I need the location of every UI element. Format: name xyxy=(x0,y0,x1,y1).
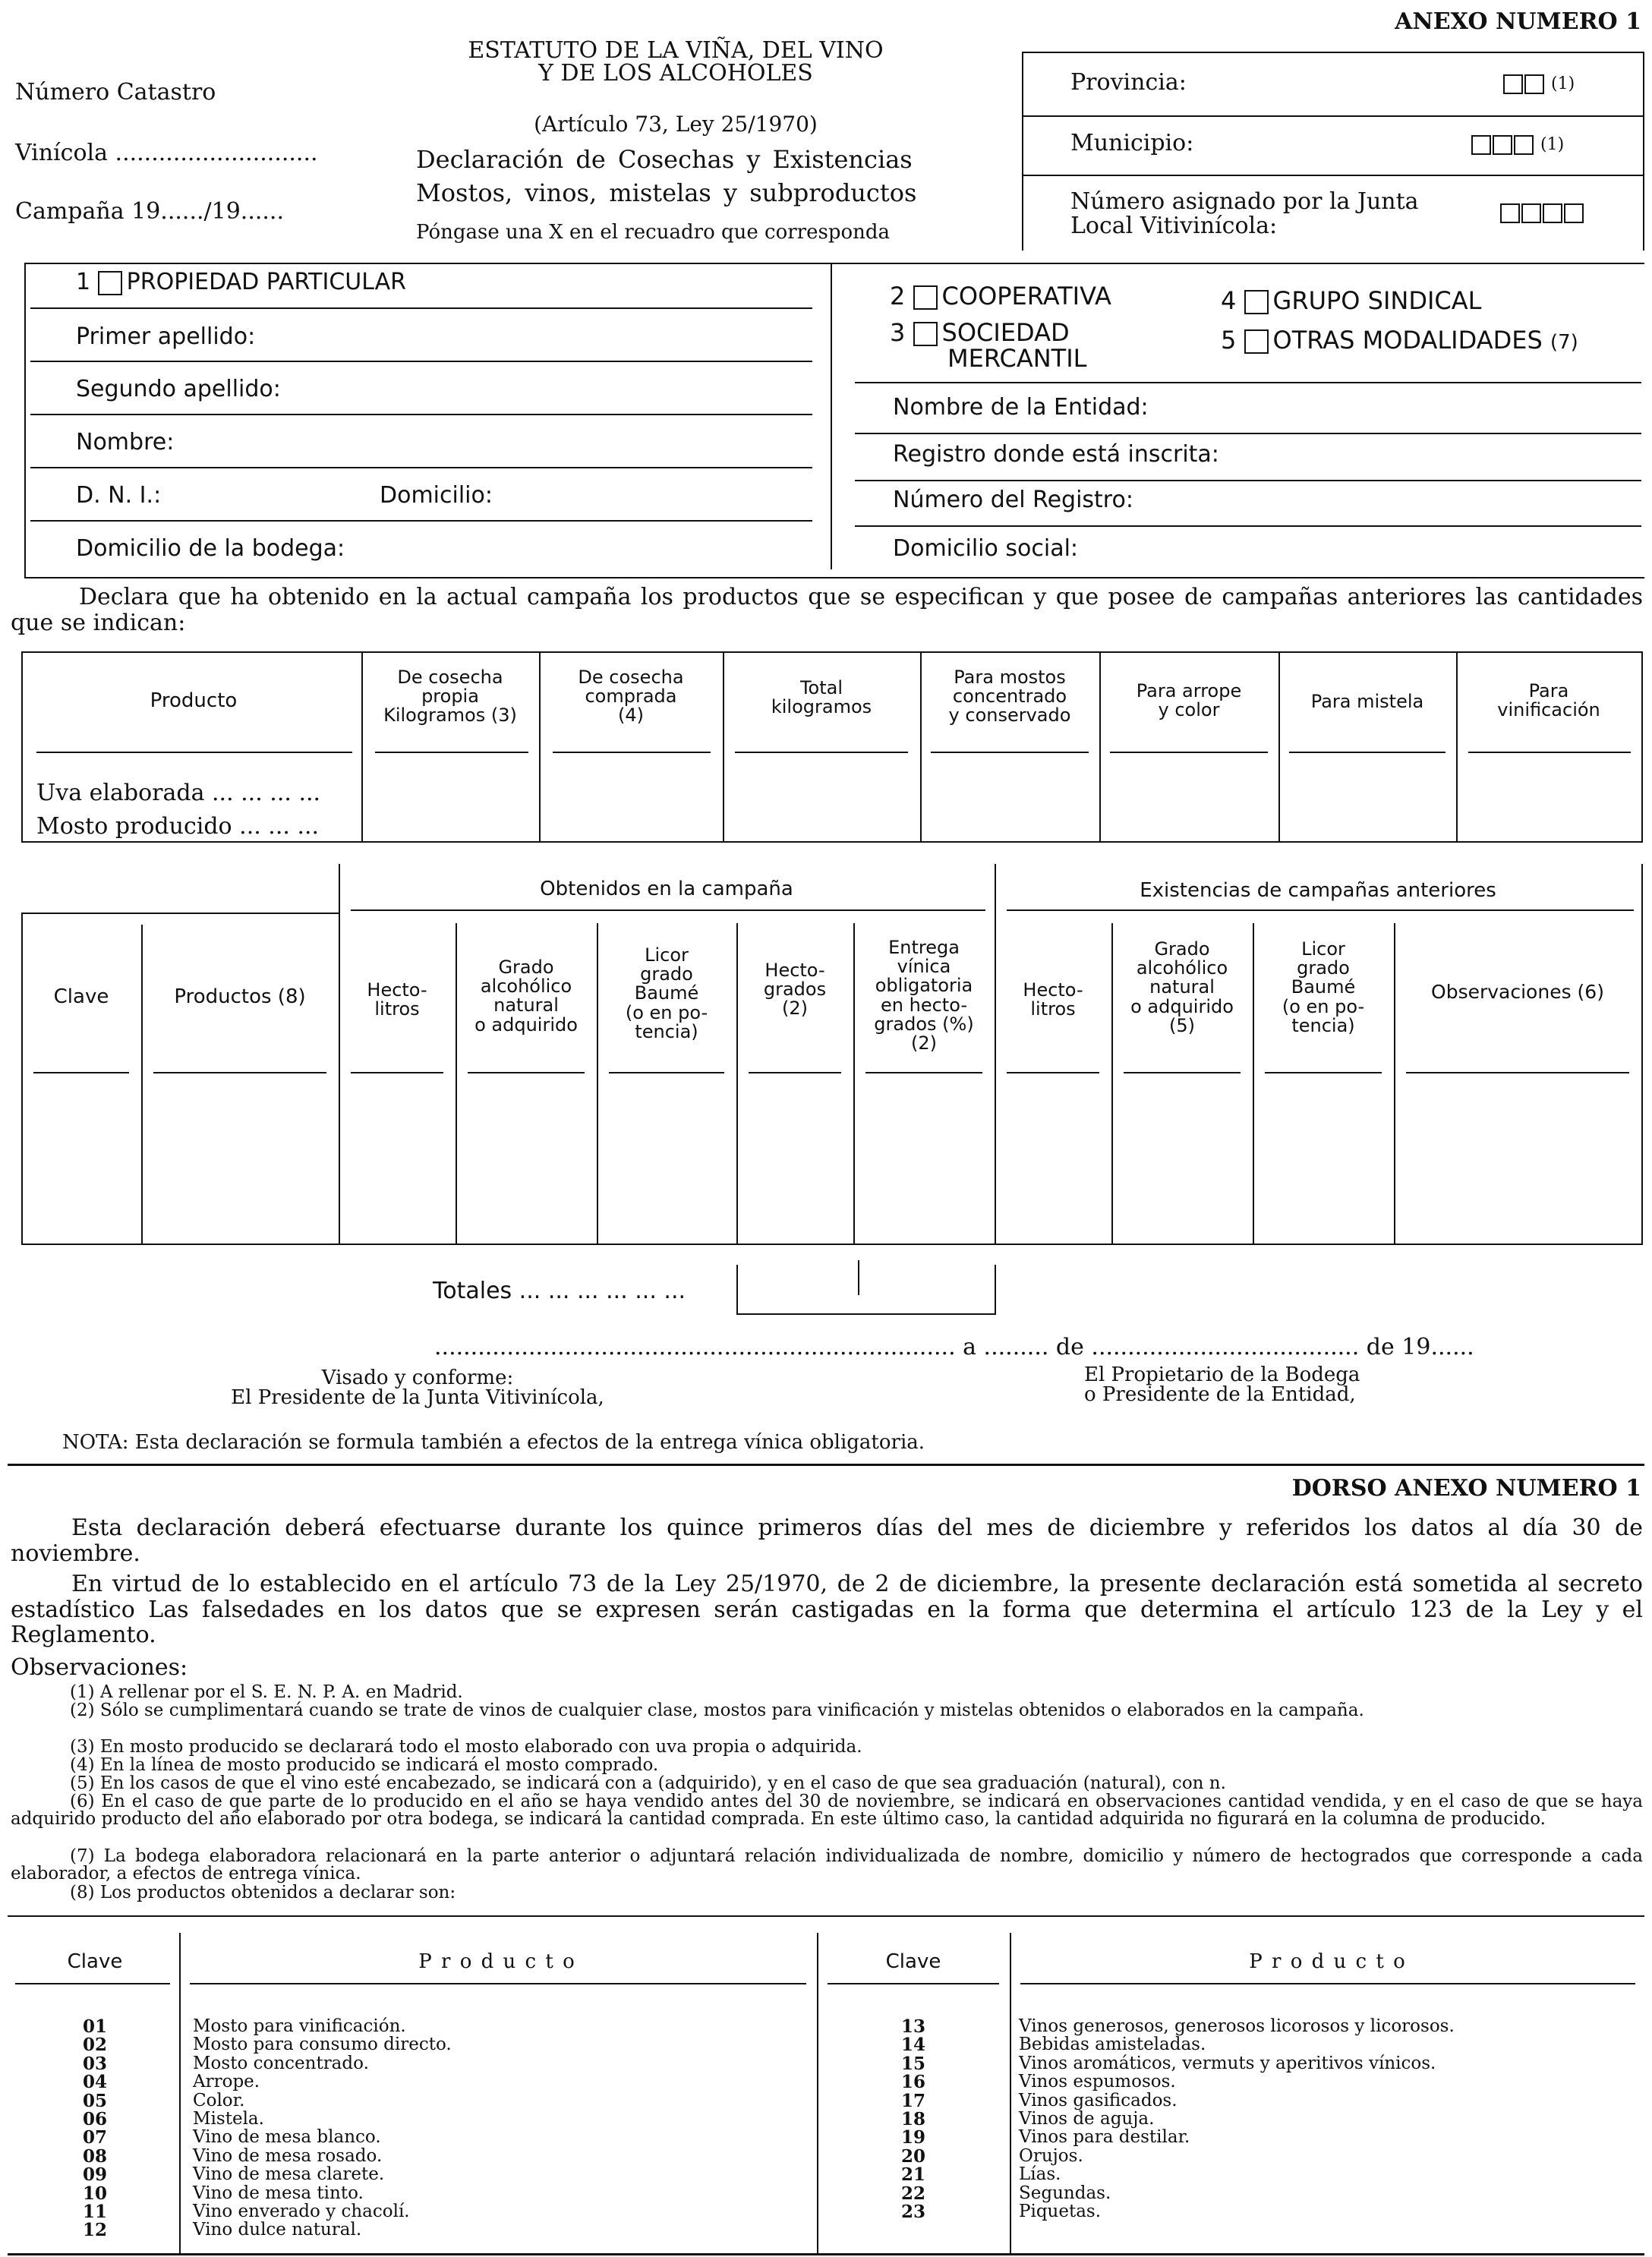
domicilio-social-label: Domicilio social: xyxy=(893,535,1079,562)
t2-header-obtenidos: Obtenidos en la campaña xyxy=(540,878,793,900)
t2-header-licor: Licor grado Baumé (o en po- tencia) xyxy=(625,944,708,1042)
product-code: 06 xyxy=(82,2109,107,2129)
option-label: PROPIEDAD PARTICULAR xyxy=(126,269,407,295)
instruction-text: Póngase una X en el recuadro que corresponda xyxy=(416,221,891,244)
obs-note-2: (2) Sólo se cumplimentará cuando se trate de vinos de cualquier clase, mostos para vinificación y mistelas obtenidos o elaborados en la campaña. xyxy=(70,1701,1364,1720)
numero-asignado-line-2: Local Vitivinícola: xyxy=(1070,212,1278,239)
product-code: 14 xyxy=(900,2035,925,2056)
visado-line-2: El Presidente de la Junta Vitivinícola, xyxy=(231,1386,604,1409)
product-name: Segundas. xyxy=(1019,2183,1111,2203)
dorso-paragraph-2: En virtud de lo establecido en el artículo 73 de la Ley 25/1970, de 2 de diciembre, la presente declaración está sometida al secreto estadístico Las falsedades en los datos que se expresen serán castigadas en la forma que determina el artículo 123 de la Ley y el Reglamento. xyxy=(11,1571,1643,1649)
option-number: 3 xyxy=(890,318,906,347)
product-name: Vinos de aguja. xyxy=(1019,2109,1155,2129)
product-name: Mosto concentrado. xyxy=(193,2053,369,2073)
article-reference: (Artículo 73, Ley 25/1970) xyxy=(534,112,818,137)
propiedad-particular-option[interactable] xyxy=(76,270,406,296)
option-number: 2 xyxy=(890,282,906,310)
propietario-line-2: o Presidente de la Entidad, xyxy=(1084,1383,1356,1406)
product-name: Vinos generosos, generosos licorosos y licorosos. xyxy=(1019,2016,1455,2036)
product-name: Piquetas. xyxy=(1019,2202,1102,2221)
product-name: Vinos aromáticos, vermuts y aperitivos vínicos. xyxy=(1019,2053,1436,2073)
date-line: ........................................................................ a ......... de ..................................... de 19...... xyxy=(434,1334,1474,1360)
numero-registro-label: Número del Registro: xyxy=(893,487,1133,513)
totales-label: Totales ... ... ... ... ... ... xyxy=(433,1278,686,1304)
t1-row-uva: Uva elaborada ... ... ... ... xyxy=(36,780,321,806)
t1-header-vinificacion: Para vinificación xyxy=(1497,680,1600,721)
obs-note-4: (4) En la línea de mosto producido se indicará el mosto comprado. xyxy=(70,1755,659,1775)
product-code: 17 xyxy=(900,2090,925,2111)
product-code: 10 xyxy=(82,2183,107,2204)
campana-label: Campaña 19....../19...... xyxy=(15,198,285,225)
dorso-title: DORSO ANEXO NUMERO 1 xyxy=(1291,1475,1641,1502)
municipio-note: (1) xyxy=(1540,135,1565,154)
domicilio-label: Domicilio: xyxy=(380,482,493,509)
product-name: Vino de mesa rosado. xyxy=(193,2145,383,2166)
numero-asignado-line-1: Número asignado por la Junta xyxy=(1070,188,1419,215)
provincia-digit-box[interactable] xyxy=(1524,74,1544,94)
t2-header-grado: Grado alcohólico natural o adquirido xyxy=(474,957,578,1036)
product-name: Color. xyxy=(193,2090,245,2110)
observaciones-heading: Observaciones: xyxy=(11,1654,188,1681)
nota-text: NOTA: Esta declaración se formula también a efectos de la entrega vínica obligatoria. xyxy=(62,1431,925,1454)
product-name: Vinos gasificados. xyxy=(1019,2090,1178,2110)
product-code: 02 xyxy=(82,2035,107,2056)
obs-note-1: (1) A rellenar por el S. E. N. P. A. en Madrid. xyxy=(70,1682,463,1702)
obs-note-6: (6) En el caso de que parte de lo producido en el año se haya vendido antes del 30 de noviembre, se indicará en observaciones cantidad vendida, y en el caso de que se haya adquirido producto del año elaborado por otra bodega, se indicará la cantidad comprada. En este último caso, la cantidad adquirida no figurará en la columna de producido. xyxy=(11,1792,1643,1830)
obs-note-3: (3) En mosto producido se declarará todo el mosto elaborado con uva propia o adquirida. xyxy=(70,1737,862,1757)
t2-header-existencias: Existencias de campañas anteriores xyxy=(1140,879,1496,902)
product-name: Mosto para consumo directo. xyxy=(193,2035,452,2055)
codes-producto-header-right: P r o d u c t o xyxy=(1249,1950,1407,1973)
vinicola-label: Vinícola ............................ xyxy=(15,140,318,166)
option-label: SOCIEDAD xyxy=(941,318,1070,347)
t2-header-licor-ant: Licor grado Baumé (o en po- tencia) xyxy=(1282,938,1365,1036)
product-name: Vino dulce natural. xyxy=(193,2220,362,2240)
t2-header-clave: Clave xyxy=(53,985,109,1008)
option-number: 5 xyxy=(1221,326,1237,355)
product-name: Mosto para vinificación. xyxy=(193,2016,406,2036)
municipio-digit-box[interactable] xyxy=(1493,135,1512,155)
product-name: Bebidas amisteladas. xyxy=(1019,2035,1206,2055)
provincia-label: Provincia: xyxy=(1070,69,1187,96)
obs-note-7: (7) La bodega elaboradora relacionará en la parte anterior o adjuntará relación individualizada de nombre, domicilio y número de hectogrados que corresponde a cada elaborador, a efectos de entrega vínica. xyxy=(11,1846,1643,1884)
obs-note-5: (5) En los casos de que el vino esté encabezado, se indicará con a (adquirido), y en el caso de que sea graduación (natural), con n. xyxy=(70,1773,1226,1793)
t1-row-mosto: Mosto producido ... ... ... xyxy=(36,813,320,840)
municipio-label: Municipio: xyxy=(1070,130,1194,156)
product-name: Vinos espumosos. xyxy=(1019,2072,1176,2092)
product-code: 11 xyxy=(82,2202,107,2222)
declaration-line-2: Mostos, vinos, mistelas y subproductos xyxy=(416,178,917,207)
obs-note-8: (8) Los productos obtenidos a declarar son: xyxy=(70,1883,456,1902)
codes-clave-header-left: Clave xyxy=(67,1950,123,1973)
product-code: 21 xyxy=(900,2164,925,2186)
option-note: (7) xyxy=(1550,331,1578,354)
registro-inscrita-label: Registro donde está inscrita: xyxy=(893,441,1219,468)
product-code: 20 xyxy=(900,2145,925,2167)
t2-header-observaciones: Observaciones (6) xyxy=(1431,981,1604,1003)
document-title xyxy=(402,39,949,85)
product-name: Vino de mesa tinto. xyxy=(193,2183,364,2203)
t2-header-entrega: Entrega vínica obligatoria en hecto- grados (%) (2) xyxy=(874,937,974,1054)
t1-header-arrope: Para arrope y color xyxy=(1136,680,1242,721)
title-line-2: Y DE LOS ALCOHOLES xyxy=(538,60,813,87)
checkbox[interactable] xyxy=(98,271,122,295)
product-code: 23 xyxy=(900,2202,925,2222)
product-code: 09 xyxy=(82,2164,107,2186)
provincia-note: (1) xyxy=(1551,74,1575,93)
domicilio-bodega-label: Domicilio de la bodega: xyxy=(76,535,345,562)
numero-asignado-label xyxy=(1070,190,1419,238)
t2-header-grado-ant: Grado alcohólico natural o adquirido (5) xyxy=(1130,938,1234,1036)
checkbox[interactable] xyxy=(913,322,938,346)
asignado-digit-box[interactable] xyxy=(1500,203,1520,223)
t2-header-hectogrados: Hecto- grados (2) xyxy=(763,960,827,1020)
numero-asignado-boxes[interactable] xyxy=(1500,203,1585,223)
asignado-digit-box[interactable] xyxy=(1564,203,1584,223)
product-code: 04 xyxy=(82,2072,107,2093)
product-code: 08 xyxy=(82,2145,107,2167)
option-label: GRUPO SINDICAL xyxy=(1272,286,1482,315)
product-code: 18 xyxy=(900,2109,925,2129)
product-name: Lías. xyxy=(1019,2164,1061,2185)
visado-line-1: Visado y conforme: xyxy=(321,1366,514,1389)
product-code: 16 xyxy=(900,2072,925,2093)
nombre-label: Nombre: xyxy=(76,429,175,455)
propietario-block xyxy=(1084,1365,1360,1404)
product-name: Vinos para destilar. xyxy=(1019,2127,1190,2148)
cooperativa-option[interactable] xyxy=(890,282,1111,310)
annex-title: ANEXO NUMERO 1 xyxy=(1395,8,1641,35)
asignado-digit-box[interactable] xyxy=(1521,203,1541,223)
t1-header-mostos: Para mostos concentrado y conservado xyxy=(948,667,1071,727)
product-code: 07 xyxy=(82,2127,107,2148)
product-code: 12 xyxy=(82,2220,107,2241)
codes-producto-header-left: P r o d u c t o xyxy=(418,1950,576,1973)
asignado-digit-box[interactable] xyxy=(1543,203,1562,223)
numero-catastro-label: Número Catastro xyxy=(15,79,216,106)
visado-block xyxy=(190,1368,645,1407)
option-label: OTRAS MODALIDADES xyxy=(1272,326,1543,355)
product-name: Vino enverado y chacolí. xyxy=(193,2202,410,2221)
t1-header-cosecha-propia: De cosecha propia Kilogramos (3) xyxy=(383,667,517,727)
t1-header-producto: Producto xyxy=(150,689,238,712)
codes-clave-header-right: Clave xyxy=(885,1950,941,1973)
propietario-line-1: El Propietario de la Bodega xyxy=(1084,1363,1360,1386)
product-code: 01 xyxy=(82,2016,107,2037)
provincia-boxes[interactable] xyxy=(1503,74,1575,94)
product-name: Arrope. xyxy=(193,2072,260,2092)
option-label: COOPERATIVA xyxy=(941,282,1111,310)
product-code: 05 xyxy=(82,2090,107,2111)
municipio-digit-box[interactable] xyxy=(1514,135,1534,155)
t1-header-mistela: Para mistela xyxy=(1310,691,1424,712)
provincia-digit-box[interactable] xyxy=(1503,74,1523,94)
declara-paragraph: Declara que ha obtenido en la actual campaña los productos que se especifican y que posee de campañas anteriores las cantidades que se indican: xyxy=(11,584,1643,636)
t1-header-total: Total kilogramos xyxy=(771,677,872,718)
t2-header-productos: Productos (8) xyxy=(174,985,306,1008)
nombre-entidad-label: Nombre de la Entidad: xyxy=(893,394,1149,421)
municipio-digit-box[interactable] xyxy=(1471,135,1491,155)
segundo-apellido-label: Segundo apellido: xyxy=(76,376,281,402)
product-name: Vino de mesa clarete. xyxy=(193,2164,385,2185)
declaration-line-1: Declaración de Cosechas y Existencias xyxy=(416,145,913,174)
product-name: Vino de mesa blanco. xyxy=(193,2127,381,2148)
otras-modalidades-option[interactable] xyxy=(1221,326,1578,355)
product-code: 13 xyxy=(900,2016,925,2037)
dni-label: D. N. I.: xyxy=(76,482,162,509)
product-code: 03 xyxy=(82,2053,107,2074)
product-name: Orujos. xyxy=(1019,2145,1083,2166)
product-name: Mistela. xyxy=(193,2109,264,2129)
checkbox[interactable] xyxy=(1244,290,1269,314)
t1-header-cosecha-comprada: De cosecha comprada (4) xyxy=(578,667,684,727)
municipio-boxes[interactable] xyxy=(1471,135,1564,155)
checkbox[interactable] xyxy=(913,285,938,310)
option-number: 1 xyxy=(76,269,91,295)
grupo-sindical-option[interactable] xyxy=(1221,287,1481,315)
option-label-line-2: MERCANTIL xyxy=(947,344,1087,373)
product-code: 19 xyxy=(900,2127,925,2148)
title-line-1: ESTATUTO DE LA VIÑA, DEL VINO xyxy=(468,37,884,64)
t2-header-hectolitros-ant: Hecto- litros xyxy=(1023,979,1083,1020)
t2-header-hectolitros: Hecto- litros xyxy=(367,979,427,1020)
dorso-paragraph-1: Esta declaración deberá efectuarse durante los quince primeros días del mes de diciembre y referidos los datos al día 30 de noviembre. xyxy=(11,1515,1643,1567)
product-code: 15 xyxy=(900,2053,925,2074)
primer-apellido-label: Primer apellido: xyxy=(76,323,256,350)
checkbox[interactable] xyxy=(1244,329,1269,354)
product-code: 22 xyxy=(900,2183,925,2204)
option-number: 4 xyxy=(1221,286,1237,315)
sociedad-mercantil-option[interactable] xyxy=(890,320,1086,372)
